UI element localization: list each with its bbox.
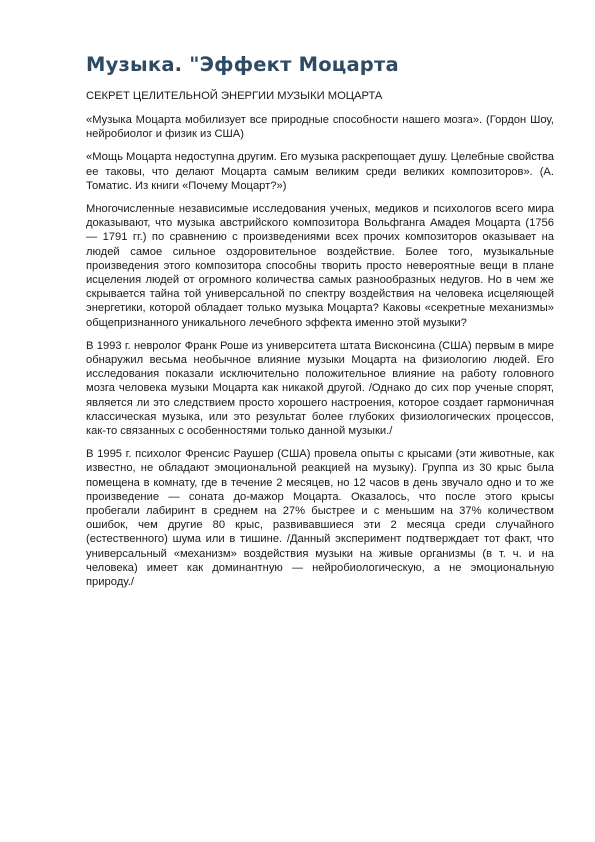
document-subtitle: СЕКРЕТ ЦЕЛИТЕЛЬНОЙ ЭНЕРГИИ МУЗЫКИ МОЦАРТА [86, 90, 383, 102]
paragraph-quote-tomatis: «Мощь Моцарта недоступна другим. Его музыка раскрепощает душу. Целебные свойства ее таковы, что делают Моцарта самым великим среди великих композиторов». (А. Томатис. Из книги «Почему Моцарт?») [86, 151, 554, 192]
paragraph-rats-experiment-1995: В 1995 г. психолог Френсис Раушер (США) провела опыты с крысами (эти животные, как известно, не обладают эмоциональной реакцией на музыку). Группа из 30 крыс была помещена в комнату, где в течение 2 месяцев, но 12 часов в день звучало одно и то же произведение — соната до-мажор Моцарта. Оказалось, что после этого крысы пробегали лабиринт в среднем на 27% быстрее и с меньшим на 37% количеством ошибок, чем другие 80 крыс, развивавшиеся эти 2 месяца среди случайного (естественного) шума или в тишине. /Данный эксперимент подтверждает тот факт, что универсальный «механизм» воздействия музыки на живые организмы (в т. ч. и на человека) имеет как доминантную — нейробиологическую, а не эмоциональную природу./ [86, 448, 554, 589]
paragraph-rauscher-1993: В 1993 г. невролог Франк Роше из университета штата Висконсина (США) первым в мире обнаружил весьма необычное влияние музыки Моцарта на физиологию людей. Его исследования показали исключительно положительное влияние на работу головного мозга человека музыки Моцарта как никакой другой. /Однако до сих пор ученые спорят, является ли это следствием просто хорошего настроения, которое создает гармоничная классическая музыка, или это результат более глубоких физиологических процессов, как-то связанных с особенностями только данной музыки./ [86, 339, 554, 438]
document-page [86, 52, 554, 598]
paragraph-quote-shaw: «Музыка Моцарта мобилизует все природные способности нашего мозга». (Гордон Шоу, нейробиолог и физик из США) [86, 114, 554, 141]
paragraph-research-intro: Многочисленные независимые исследования ученых, медиков и психологов всего мира доказывают, что музыка австрийского композитора Вольфганга Амадея Моцарта (1756 — 1791 гг.) по сравнению с произведениями всех прочих композиторов оказывает на людей самое сильное оздоровительное воздействие. Более того, музыкальные произведения этого композитора способны творить просто невероятные вещи в плане исцеления людей от огромного количества самых разнообразных недугов. Но в чем же скрывается тайна той универсальной по спектру воздействия на человека исцеляющей энергетики, которой обладает только музыка Моцарта? Каковы «секретные механизмы» общепризнанного уникального лечебного эффекта именно этой музыки? [86, 203, 554, 329]
document-title: Музыка. "Эффект Моцарта [86, 53, 399, 76]
